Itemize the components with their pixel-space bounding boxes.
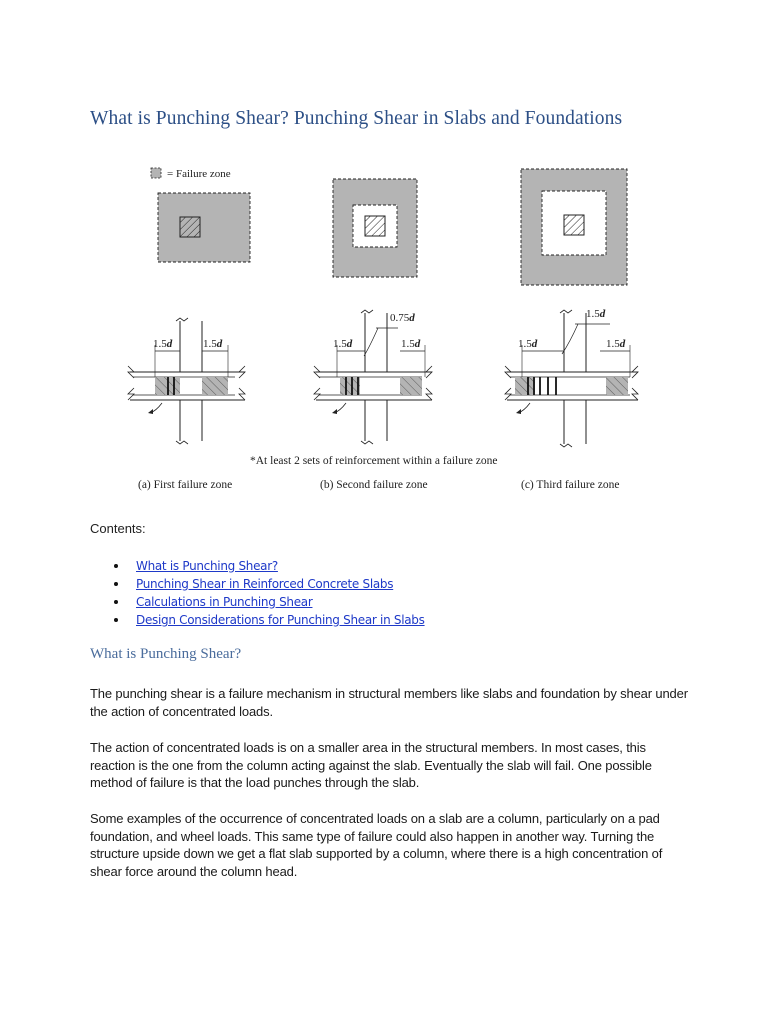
failure-zone-legend [151,168,231,180]
dim-label-c-right: 1.5d [606,338,626,350]
toc-item [110,575,425,593]
section-view-c [505,308,638,447]
page-title: What is Punching Shear? Punching Shear in Slabs and Foundations [90,108,623,129]
legend-label: = Failure zone [167,168,231,180]
caption-b: (b) Second failure zone [320,479,428,491]
dim-label-c-top: 1.5d [586,308,606,320]
section-view-b [314,310,432,444]
toc-link-calculations[interactable]: Calculations in Punching Shear [136,595,313,609]
toc-item [110,593,425,611]
contents-label: Contents: [90,521,146,536]
table-of-contents [110,557,425,629]
dim-label-a-right: 1.5d [203,338,223,350]
plan-view-b [333,179,417,277]
section-view-a [128,318,245,444]
paragraph-2: The action of concentrated loads is on a smaller area in the structural members. In most cases, this reaction is the one from the column acting against the slab. Eventually the slab will fail. One possible method of failure is that the load punches through the slab. [90,740,652,790]
caption-a: (a) First failure zone [138,479,233,491]
toc-item [110,611,425,629]
toc-link-design-considerations[interactable]: Design Considerations for Punching Shear in Slabs [136,613,425,627]
toc-item [110,557,425,575]
dim-label-b-top: 0.75d [390,312,415,324]
dim-label-b-right: 1.5d [401,338,421,350]
section-heading: What is Punching Shear? [90,646,242,662]
caption-c: (c) Third failure zone [521,479,620,491]
paragraph-3: Some examples of the occurrence of concentrated loads on a slab are a column, particularly on a pad foundation, and wheel loads. This same type of failure could also happen in another way. Turning the structure upside down we get a flat slab supported by a column, where there is a high concentration of shear force around the column head. [90,811,663,879]
legend-swatch [151,168,161,178]
figure-note: *At least 2 sets of reinforcement within a failure zone [250,455,498,467]
dim-label-b-left: 1.5d [333,338,353,350]
paragraph-1: The punching shear is a failure mechanism in structural members like slabs and foundation by shear under the action of concentrated loads. [90,686,688,719]
failure-zone-diagram [120,155,650,500]
toc-link-what-is-punching-shear[interactable]: What is Punching Shear? [136,559,278,573]
dim-label-c-left: 1.5d [518,338,538,350]
dim-label-a-left: 1.5d [153,338,173,350]
toc-link-reinforced-concrete-slabs[interactable]: Punching Shear in Reinforced Concrete Slabs [136,577,394,591]
plan-view-c [521,169,627,285]
plan-view-a [158,193,250,262]
punching-shear-figure [120,155,650,500]
